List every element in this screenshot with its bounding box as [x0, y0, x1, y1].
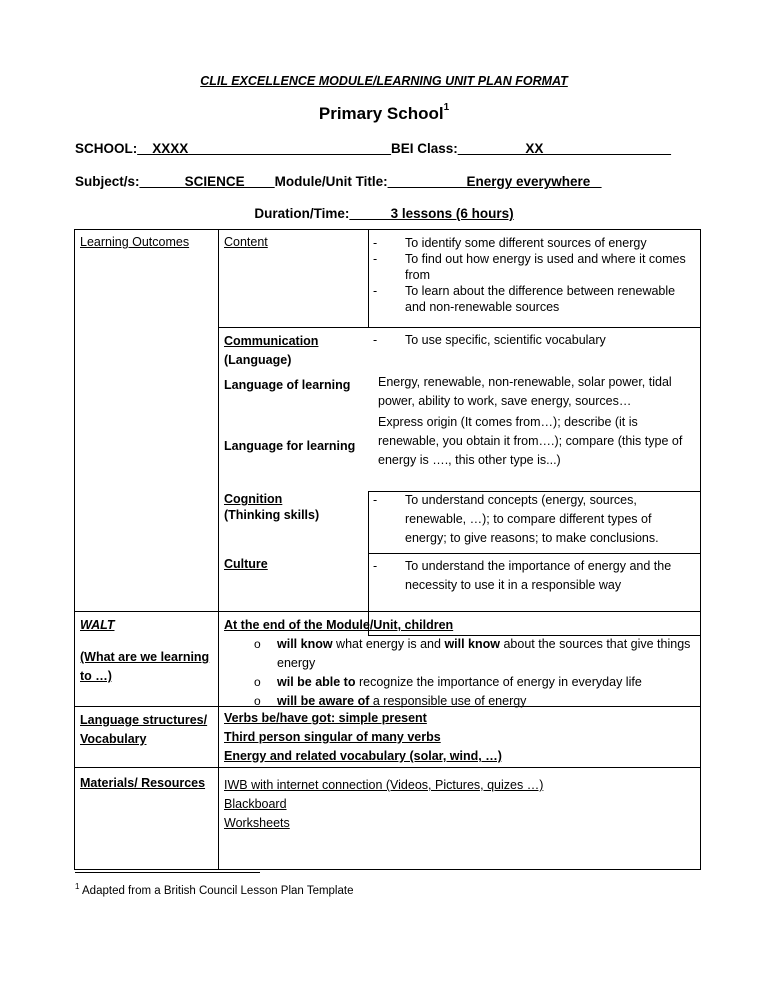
structures-label: Language structures/ Vocabulary — [80, 713, 208, 746]
structure-item: Energy and related vocabulary (solar, wind, …) — [224, 749, 502, 763]
communication-label-1: Communication — [224, 334, 319, 348]
materials-label: Materials/ Resources — [80, 776, 206, 790]
duration-label: Duration/Time: — [254, 206, 350, 221]
walt-subtitle: (What are we learning to …) — [80, 650, 210, 683]
material-item: IWB with internet connection (Videos, Pictures, quizes …) — [224, 778, 544, 792]
content-list — [368, 235, 693, 315]
school-line — [75, 141, 671, 156]
communication-label-2: (Language) — [224, 353, 292, 367]
border — [218, 611, 701, 612]
border — [74, 229, 75, 870]
cognition-label — [224, 491, 319, 523]
walt-text: what energy is and — [332, 637, 445, 651]
learning-outcomes-label: Learning Outcomes — [80, 235, 190, 249]
subject-label: Subject/s: — [75, 174, 140, 189]
module-value: __________ Energy everywhere _ — [387, 174, 602, 189]
culture-list — [368, 557, 693, 595]
list-item: - To find out how energy is used and where it comes from — [368, 251, 693, 283]
communication-label — [224, 332, 318, 370]
border — [700, 229, 701, 870]
material-item: Blackboard — [224, 797, 287, 811]
module-label: Module/Unit Title: — [274, 174, 388, 189]
border — [74, 229, 701, 230]
class-value: _________XX_________________ — [457, 141, 672, 156]
subject-line — [75, 174, 602, 189]
document-subtitle — [0, 104, 768, 124]
walt-bold: will be aware of — [277, 694, 370, 708]
walt-text: recognize the importance of energy in everyday life — [355, 675, 642, 689]
lang-for-learning-label: Language for learning — [224, 439, 356, 453]
border — [74, 767, 701, 768]
border — [218, 327, 701, 328]
footnote-text: Adapted from a British Council Lesson Plan Template — [82, 884, 354, 897]
walt-item — [224, 673, 694, 692]
lang-of-learning-text: Energy, renewable, non-renewable, solar power, tidal power, ability to work, save energy, sources… — [378, 375, 672, 408]
border — [368, 553, 701, 554]
materials-list — [224, 776, 694, 833]
material-item: Worksheets — [224, 816, 290, 830]
lang-for-learning-text: Express origin (It comes from…); describe (it is renewable, you obtain it from….); compare (this type of energy is …., this other type is...) — [378, 415, 683, 467]
cognition-label-2: (Thinking skills) — [224, 508, 320, 522]
footnote — [75, 882, 353, 897]
footnote-ref: 1 — [443, 102, 450, 114]
border — [74, 869, 701, 870]
walt-intro: At the end of the Module/Unit, children — [224, 618, 454, 632]
walt-label: WALT — [80, 618, 115, 632]
list-item: - To use specific, scientific vocabulary — [368, 332, 693, 348]
walt-bold: wil be able to — [277, 675, 356, 689]
school-label: SCHOOL: — [75, 141, 138, 156]
cognition-label-1: Cognition — [224, 492, 283, 506]
structure-item: Verbs be/have got: simple present — [224, 711, 427, 725]
structure-item: Third person singular of many verbs — [224, 730, 441, 744]
list-item: - To understand concepts (energy, sources, renewable, …); to compare different types of energy; to give reasons; to make conclusions. — [368, 491, 693, 548]
walt-text: about the sources that give things energy — [277, 637, 691, 670]
culture-label: Culture — [224, 557, 268, 571]
list-item: - To identify some different sources of energy — [368, 235, 693, 251]
lang-of-learning-label: Language of learning — [224, 378, 351, 392]
footnote-number: 1 — [75, 882, 80, 891]
list-item: - To understand the importance of energy and the necessity to use it in a responsible way — [368, 557, 693, 595]
subtitle-text: Primary School — [318, 104, 444, 123]
border — [218, 229, 219, 870]
list-item: - To learn about the difference between renewable and non-renewable sources — [368, 283, 693, 315]
school-value: __XXXX___________________________ — [137, 141, 392, 156]
content-label: Content — [224, 235, 268, 249]
communication-list — [368, 332, 693, 348]
duration-value: _____3 lessons (6 hours) — [349, 206, 514, 221]
walt-bold: will know — [277, 637, 333, 651]
structures-list — [224, 709, 694, 766]
document-title: CLIL EXCELLENCE MODULE/LEARNING UNIT PLAN FORMAT — [200, 74, 568, 88]
walt-item — [224, 635, 694, 673]
subject-value: ______SCIENCE____ — [139, 174, 275, 189]
walt-bold: will know — [444, 637, 500, 651]
border — [74, 611, 219, 612]
footnote-rule — [75, 872, 260, 873]
walt-text: a responsible use of energy — [369, 694, 527, 708]
cognition-list — [368, 491, 693, 548]
class-label: BEI Class: — [391, 141, 458, 156]
duration-line — [0, 206, 768, 221]
walt-body — [224, 616, 694, 711]
